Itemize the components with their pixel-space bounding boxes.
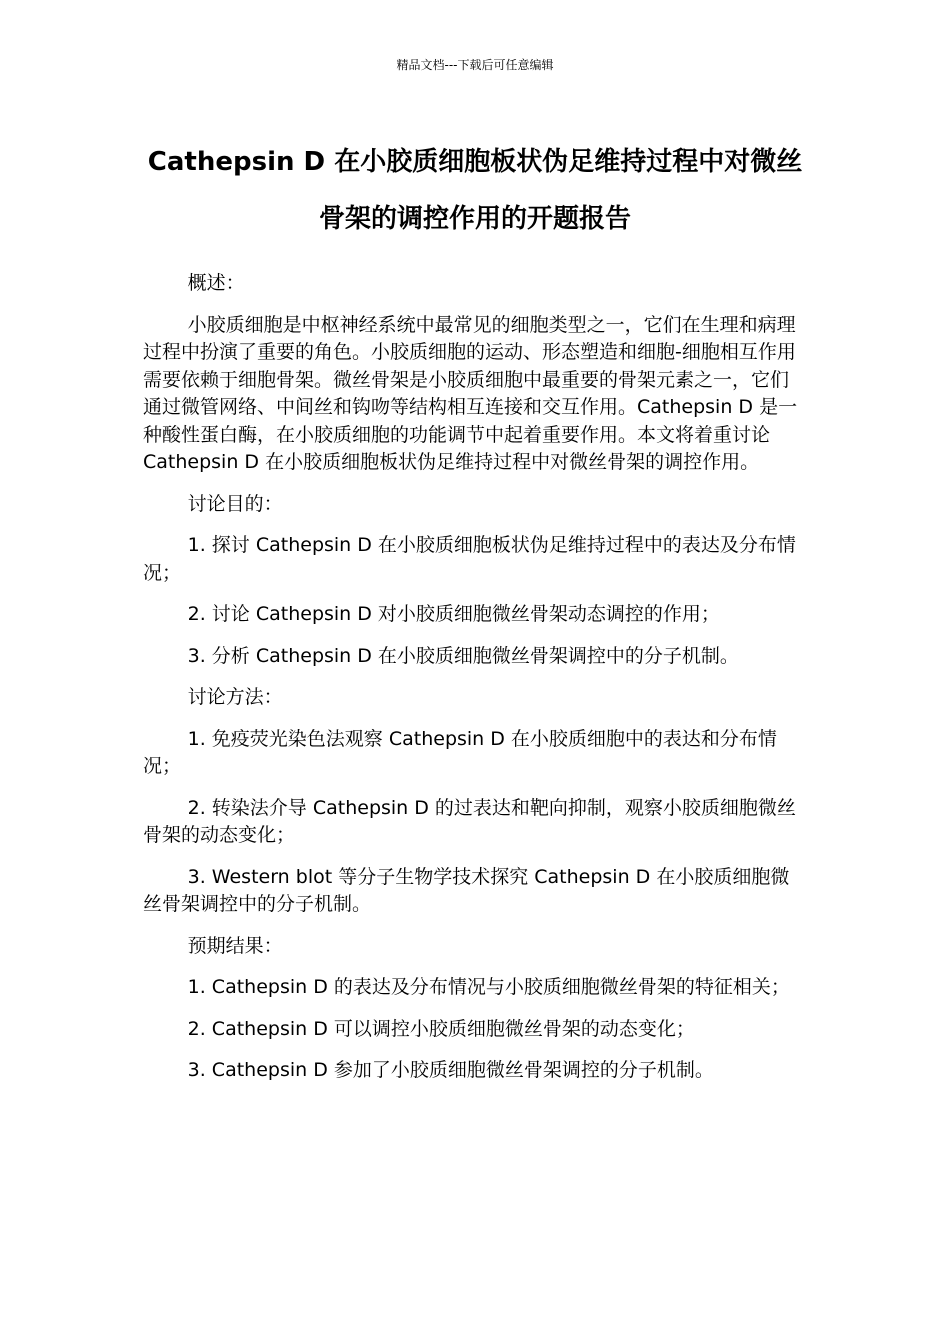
paragraph-overview: 小胶质细胞是中枢神经系统中最常见的细胞类型之一，它们在生理和病理过程中扮演了重要的角色。小胶质细胞的运动、形态塑造和细胞-细胞相互作用需要依赖于细胞骨架。微丝骨架是小胶质细胞中最重要的骨架元素之一，它们通过微管网络、中间丝和钩吻等结构相互连接和交互作用。Cathepsin D 是一种酸性蛋白酶，在小胶质细胞的功能调节中起着重要作用。本文将着重讨论 Cathepsin D 在小胶质细胞板状伪足维持过程中对微丝骨架的调控作用。	[143, 313, 798, 473]
result-item-3: 3. Cathepsin D 参加了小胶质细胞微丝骨架调控的分子机制。	[187, 1059, 714, 1081]
document-body	[143, 270, 807, 1099]
section-heading-methods: 讨论方法：	[187, 686, 283, 708]
result-item-2: 2. Cathepsin D 可以调控小胶质细胞微丝骨架的动态变化；	[187, 1017, 695, 1040]
purpose-item-3: 3. 分析 Cathepsin D 在小胶质细胞微丝骨架调控中的分子机制。	[187, 644, 739, 667]
section-heading-overview: 概述：	[187, 272, 245, 294]
purpose-item-1: 1. 探讨 Cathepsin D 在小胶质细胞板状伪足维持过程中的表达及分布情况；	[143, 534, 796, 584]
section-heading-purpose: 讨论目的：	[187, 492, 283, 515]
method-item-1: 1. 免疫荧光染色法观察 Cathepsin D 在小胶质细胞中的表达和分布情况；	[143, 727, 777, 777]
purpose-item-2: 2. 讨论 Cathepsin D 对小胶质细胞微丝骨架动态调控的作用；	[187, 603, 720, 625]
method-item-3: 3. Western blot 等分子生物学技术探究 Cathepsin D 在小胶质细胞微丝骨架调控中的分子机制。	[143, 865, 790, 915]
section-heading-expected-results: 预期结果：	[187, 934, 283, 957]
method-item-2: 2. 转染法介导 Cathepsin D 的过表达和靶向抑制，观察小胶质细胞微丝骨架的动态变化；	[143, 796, 796, 846]
header-note: 精品文档---下载后可任意编辑	[396, 58, 554, 72]
document-title: Cathepsin D 在小胶质细胞板状伪足维持过程中对微丝骨架的调控作用的开题报告	[147, 147, 803, 234]
result-item-1: 1. Cathepsin D 的表达及分布情况与小胶质细胞微丝骨架的特征相关；	[187, 976, 790, 998]
